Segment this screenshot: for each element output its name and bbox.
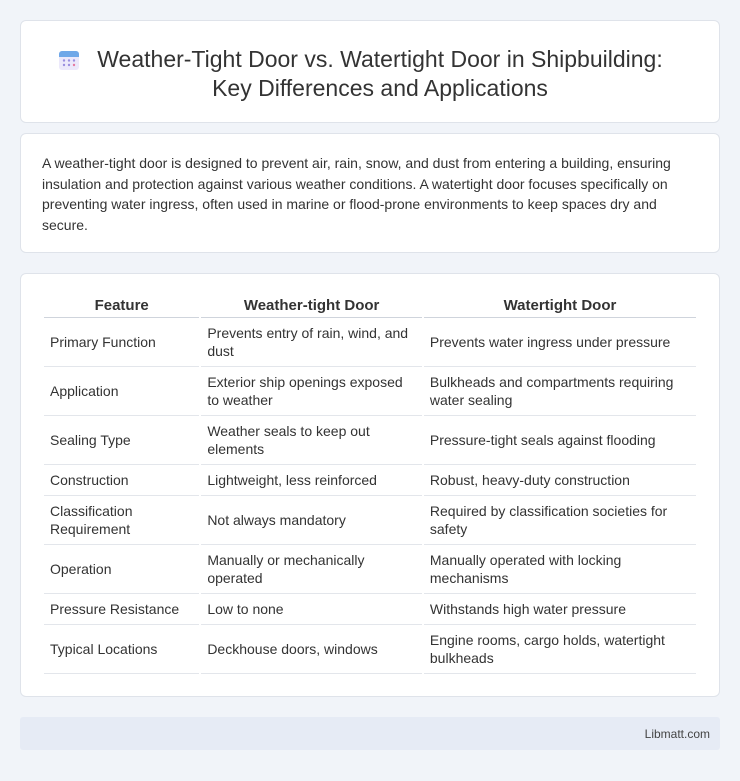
feature-cell: Application	[44, 367, 199, 416]
footer	[20, 717, 720, 750]
weather-tight-cell: Not always mandatory	[201, 496, 422, 545]
feature-cell: Classification Requirement	[44, 496, 199, 545]
weather-tight-cell: Exterior ship openings exposed to weather	[201, 367, 422, 416]
header-card	[20, 20, 720, 123]
feature-cell: Sealing Type	[44, 416, 199, 465]
watertight-cell: Withstands high water pressure	[424, 594, 696, 625]
intro-paragraph: A weather-tight door is designed to prevent air, rain, snow, and dust from entering a building, ensuring insulation and protection against various weather conditions. A watertight door focuses specifically on preventing water ingress, often used in marine or flood-prone environments to keep spaces dry and secure.	[42, 155, 671, 233]
weather-tight-cell: Manually or mechanically operated	[201, 545, 422, 594]
feature-cell: Typical Locations	[44, 625, 199, 674]
comparison-card	[20, 273, 720, 697]
watertight-cell: Prevents water ingress under pressure	[424, 318, 696, 367]
watertight-cell: Engine rooms, cargo holds, watertight bulkheads	[424, 625, 696, 674]
watertight-cell: Bulkheads and compartments requiring water sealing	[424, 367, 696, 416]
title-line-1: Weather-Tight Door vs. Watertight Door in Shipbuilding:	[97, 46, 663, 72]
feature-cell: Pressure Resistance	[44, 594, 199, 625]
table-row	[44, 416, 696, 465]
weather-tight-cell: Lightweight, less reinforced	[201, 465, 422, 496]
header-weather-tight: Weather-tight Door	[201, 295, 422, 318]
watertight-cell: Manually operated with locking mechanisms	[424, 545, 696, 594]
watertight-cell: Required by classification societies for safety	[424, 496, 696, 545]
feature-cell: Operation	[44, 545, 199, 594]
table-row	[44, 496, 696, 545]
header-watertight: Watertight Door	[424, 295, 696, 318]
table-header-row	[44, 295, 696, 318]
intro-card	[20, 133, 720, 253]
table-row	[44, 465, 696, 496]
title-line-2: Key Differences and Applications	[212, 75, 548, 101]
feature-cell: Construction	[44, 465, 199, 496]
weather-tight-cell: Weather seals to keep out elements	[201, 416, 422, 465]
table-row	[44, 545, 696, 594]
table-row	[44, 318, 696, 367]
table-row	[44, 594, 696, 625]
page-title	[61, 45, 699, 103]
footer-site-link[interactable]: Libmatt.com	[644, 727, 710, 741]
table-row	[44, 625, 696, 674]
comparison-table	[42, 295, 698, 674]
table-row	[44, 367, 696, 416]
weather-tight-cell: Low to none	[201, 594, 422, 625]
watertight-cell: Pressure-tight seals against flooding	[424, 416, 696, 465]
weather-tight-cell: Prevents entry of rain, wind, and dust	[201, 318, 422, 367]
header-feature: Feature	[44, 295, 199, 318]
weather-tight-cell: Deckhouse doors, windows	[201, 625, 422, 674]
watertight-cell: Robust, heavy-duty construction	[424, 465, 696, 496]
feature-cell: Primary Function	[44, 318, 199, 367]
